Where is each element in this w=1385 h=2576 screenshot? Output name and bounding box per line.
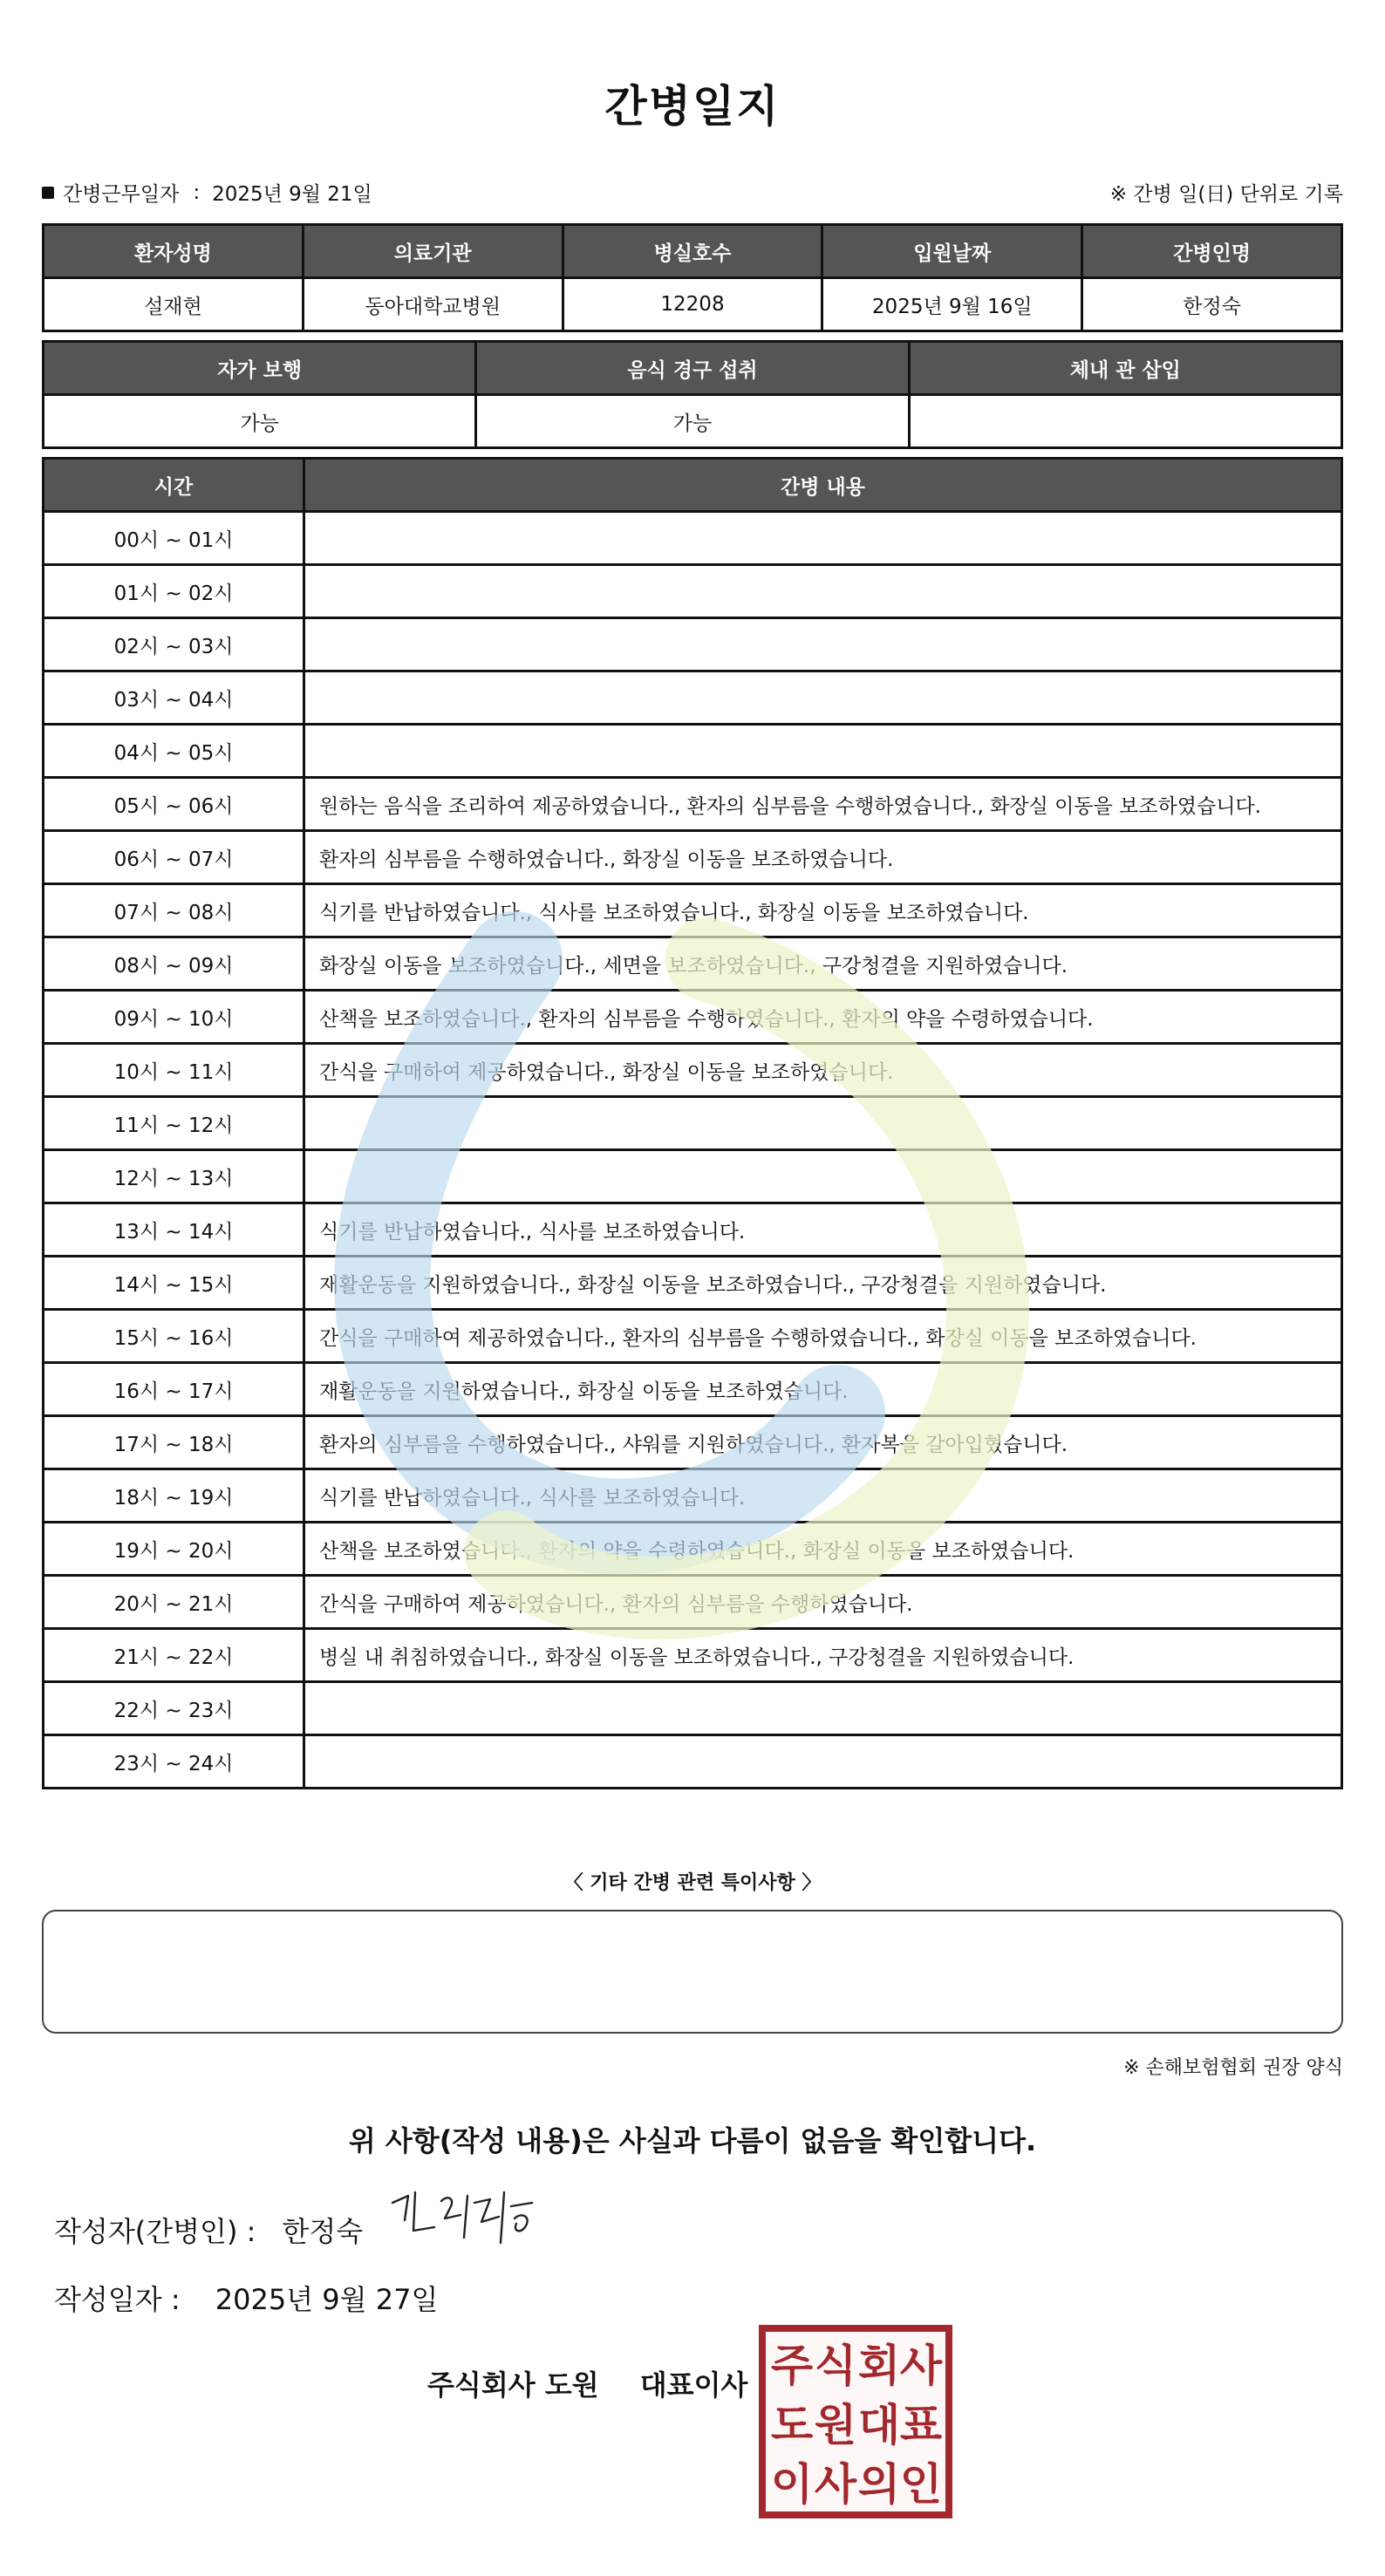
table-row [44, 778, 1342, 831]
care-content-cell: 식기를 반납하였습니다., 식사를 보조하였습니다., 화장실 이동을 보조하였습니다. [304, 884, 1342, 937]
special-notes-box[interactable] [42, 1910, 1343, 2034]
care-content-cell: 병실 내 취침하였습니다., 화장실 이동을 보조하였습니다., 구강청결을 지원하였습니다. [304, 1629, 1342, 1682]
time-slot: 07시 ~ 08시 [44, 884, 304, 937]
special-notes-title: 〈 기타 간병 관련 특이사항 〉 [563, 1872, 822, 1894]
writer-label: 작성자(간병인) : [54, 2215, 256, 2248]
care-content-cell: 식기를 반납하였습니다., 식사를 보조하였습니다. [304, 1203, 1342, 1257]
care-content-cell [304, 1735, 1342, 1789]
table-row [44, 937, 1342, 991]
header-caregiver-name: 간병인명 [1082, 225, 1342, 278]
table-row [44, 884, 1342, 937]
oral-intake-value: 가능 [476, 395, 909, 448]
table-row [44, 1469, 1342, 1523]
time-slot: 10시 ~ 11시 [44, 1044, 304, 1097]
care-content-cell: 재활운동을 지원하였습니다., 화장실 이동을 보조하였습니다. [304, 1363, 1342, 1416]
care-content-cell [304, 1150, 1342, 1203]
handwritten-signature-icon [384, 2177, 549, 2264]
company-seal-icon [757, 2323, 954, 2520]
table-row [44, 1363, 1342, 1416]
time-slot: 06시 ~ 07시 [44, 831, 304, 884]
time-slot: 03시 ~ 04시 [44, 671, 304, 725]
record-unit-note: ※ 간병 일(日) 단위로 기록 [1109, 183, 1343, 206]
care-content-cell [304, 1682, 1342, 1735]
care-content-cell: 환자의 심부름을 수행하였습니다., 샤워를 지원하였습니다., 환자복을 갈아입혔습니다. [304, 1416, 1342, 1469]
status-value-row [44, 395, 1342, 448]
svg-text:사: 사 [814, 2459, 857, 2510]
table-row [44, 1523, 1342, 1576]
writer-name: 한정숙 [282, 2215, 364, 2248]
table-row [44, 725, 1342, 778]
svg-text:의: 의 [857, 2459, 901, 2510]
time-slot: 16시 ~ 17시 [44, 1363, 304, 1416]
care-content-cell: 산책을 보조하였습니다., 환자의 심부름을 수행하였습니다., 환자의 약을 수령하였습니다. [304, 991, 1342, 1044]
svg-text:원: 원 [814, 2400, 857, 2450]
company-line [427, 2363, 747, 2403]
work-date-label: 간병근무일자 [63, 183, 180, 206]
care-log-header-row [44, 459, 1342, 512]
patient-status-table [42, 340, 1343, 449]
work-date-value: 2025년 9월 21일 [212, 183, 372, 206]
recommend-note: ※ 손해보험협회 권장 양식 [1123, 2057, 1343, 2079]
care-content-cell: 화장실 이동을 보조하였습니다., 세면을 보조하였습니다., 구강청결을 지원하였습니다. [304, 937, 1342, 991]
svg-text:이: 이 [770, 2459, 814, 2510]
table-row [44, 1310, 1342, 1363]
header-hospital: 의료기관 [303, 225, 563, 278]
table-row [44, 1416, 1342, 1469]
patient-info-header-row [44, 225, 1342, 278]
time-slot: 02시 ~ 03시 [44, 618, 304, 671]
care-content-cell [304, 725, 1342, 778]
status-header-row [44, 342, 1342, 395]
admission-date: 2025년 9월 16일 [822, 278, 1082, 331]
table-row [44, 1203, 1342, 1257]
care-content-cell [304, 618, 1342, 671]
written-date-line [54, 2278, 438, 2318]
care-content-cell: 간식을 구매하여 제공하였습니다., 환자의 심부름을 수행하였습니다. [304, 1576, 1342, 1629]
svg-text:표: 표 [899, 2400, 943, 2450]
document-title: 간병일지 [604, 81, 781, 132]
header-patient-name: 환자성명 [44, 225, 304, 278]
patient-info-table [42, 223, 1343, 332]
writer-line [54, 2210, 363, 2250]
table-row [44, 565, 1342, 618]
time-slot: 09시 ~ 10시 [44, 991, 304, 1044]
written-date-label: 작성일자 : [54, 2283, 181, 2316]
svg-text:식: 식 [814, 2341, 857, 2391]
ceo-title: 대표이사 [639, 2368, 748, 2402]
time-slot: 12시 ~ 13시 [44, 1150, 304, 1203]
time-slot: 00시 ~ 01시 [44, 512, 304, 565]
time-slot: 14시 ~ 15시 [44, 1257, 304, 1310]
table-row [44, 1097, 1342, 1150]
table-row [44, 1044, 1342, 1097]
header-time: 시간 [44, 459, 304, 512]
time-slot: 08시 ~ 09시 [44, 937, 304, 991]
patient-name: 설재현 [44, 278, 304, 331]
time-slot: 11시 ~ 12시 [44, 1097, 304, 1150]
care-content-cell: 산책을 보조하였습니다., 환자의 약을 수령하였습니다., 화장실 이동을 보조하였습니다. [304, 1523, 1342, 1576]
time-slot: 21시 ~ 22시 [44, 1629, 304, 1682]
work-date-separator: : [193, 181, 201, 204]
table-row [44, 1629, 1342, 1682]
time-slot: 05시 ~ 06시 [44, 778, 304, 831]
table-row [44, 831, 1342, 884]
table-row [44, 1257, 1342, 1310]
care-content-cell: 식기를 반납하였습니다., 식사를 보조하였습니다. [304, 1469, 1342, 1523]
patient-info-value-row [44, 278, 1342, 331]
self-walking-value: 가능 [44, 395, 476, 448]
table-row [44, 671, 1342, 725]
table-row [44, 1576, 1342, 1629]
bullet-square-icon [42, 187, 54, 199]
header-admission-date: 입원날짜 [822, 225, 1082, 278]
table-row [44, 512, 1342, 565]
caregiver-name: 한정숙 [1082, 278, 1342, 331]
confirmation-statement: 위 사항(작성 내용)은 사실과 다름이 없음을 확인합니다. [348, 2124, 1037, 2157]
care-content-cell [304, 671, 1342, 725]
time-slot: 17시 ~ 18시 [44, 1416, 304, 1469]
care-content-cell: 환자의 심부름을 수행하였습니다., 화장실 이동을 보조하였습니다. [304, 831, 1342, 884]
tube-insertion-value [909, 395, 1341, 448]
time-slot: 20시 ~ 21시 [44, 1576, 304, 1629]
company-name: 주식회사 도원 [427, 2368, 599, 2402]
header-room-number: 병실호수 [563, 225, 822, 278]
table-row [44, 1150, 1342, 1203]
time-slot: 23시 ~ 24시 [44, 1735, 304, 1789]
work-date-line [42, 178, 372, 207]
care-log-table [42, 457, 1343, 1789]
header-oral-intake: 음식 경구 섭취 [476, 342, 909, 395]
table-row [44, 991, 1342, 1044]
care-content-cell [304, 565, 1342, 618]
time-slot: 04시 ~ 05시 [44, 725, 304, 778]
care-content-cell: 재활운동을 지원하였습니다., 화장실 이동을 보조하였습니다., 구강청결을 지원하였습니다. [304, 1257, 1342, 1310]
table-row [44, 1682, 1342, 1735]
room-number: 12208 [563, 278, 822, 331]
table-row [44, 1735, 1342, 1789]
care-content-cell: 간식을 구매하여 제공하였습니다., 화장실 이동을 보조하였습니다. [304, 1044, 1342, 1097]
svg-text:사: 사 [899, 2341, 943, 2391]
time-slot: 22시 ~ 23시 [44, 1682, 304, 1735]
svg-text:회: 회 [857, 2341, 901, 2391]
hospital-name: 동아대학교병원 [303, 278, 563, 331]
header-self-walking: 자가 보행 [44, 342, 476, 395]
time-slot: 01시 ~ 02시 [44, 565, 304, 618]
time-slot: 13시 ~ 14시 [44, 1203, 304, 1257]
svg-text:대: 대 [857, 2400, 901, 2450]
svg-text:인: 인 [899, 2459, 943, 2510]
time-slot: 15시 ~ 16시 [44, 1310, 304, 1363]
care-content-cell: 간식을 구매하여 제공하였습니다., 환자의 심부름을 수행하였습니다., 화장실 이동을 보조하였습니다. [304, 1310, 1342, 1363]
written-date-value: 2025년 9월 27일 [215, 2283, 439, 2316]
header-care-content: 간병 내용 [304, 459, 1342, 512]
care-content-cell [304, 1097, 1342, 1150]
svg-text:도: 도 [770, 2400, 814, 2450]
table-row [44, 618, 1342, 671]
svg-text:주: 주 [770, 2341, 814, 2391]
header-tube-insertion: 체내 관 삽입 [909, 342, 1341, 395]
care-content-cell [304, 512, 1342, 565]
care-content-cell: 원하는 음식을 조리하여 제공하였습니다., 환자의 심부름을 수행하였습니다., 화장실 이동을 보조하였습니다. [304, 778, 1342, 831]
time-slot: 19시 ~ 20시 [44, 1523, 304, 1576]
time-slot: 18시 ~ 19시 [44, 1469, 304, 1523]
